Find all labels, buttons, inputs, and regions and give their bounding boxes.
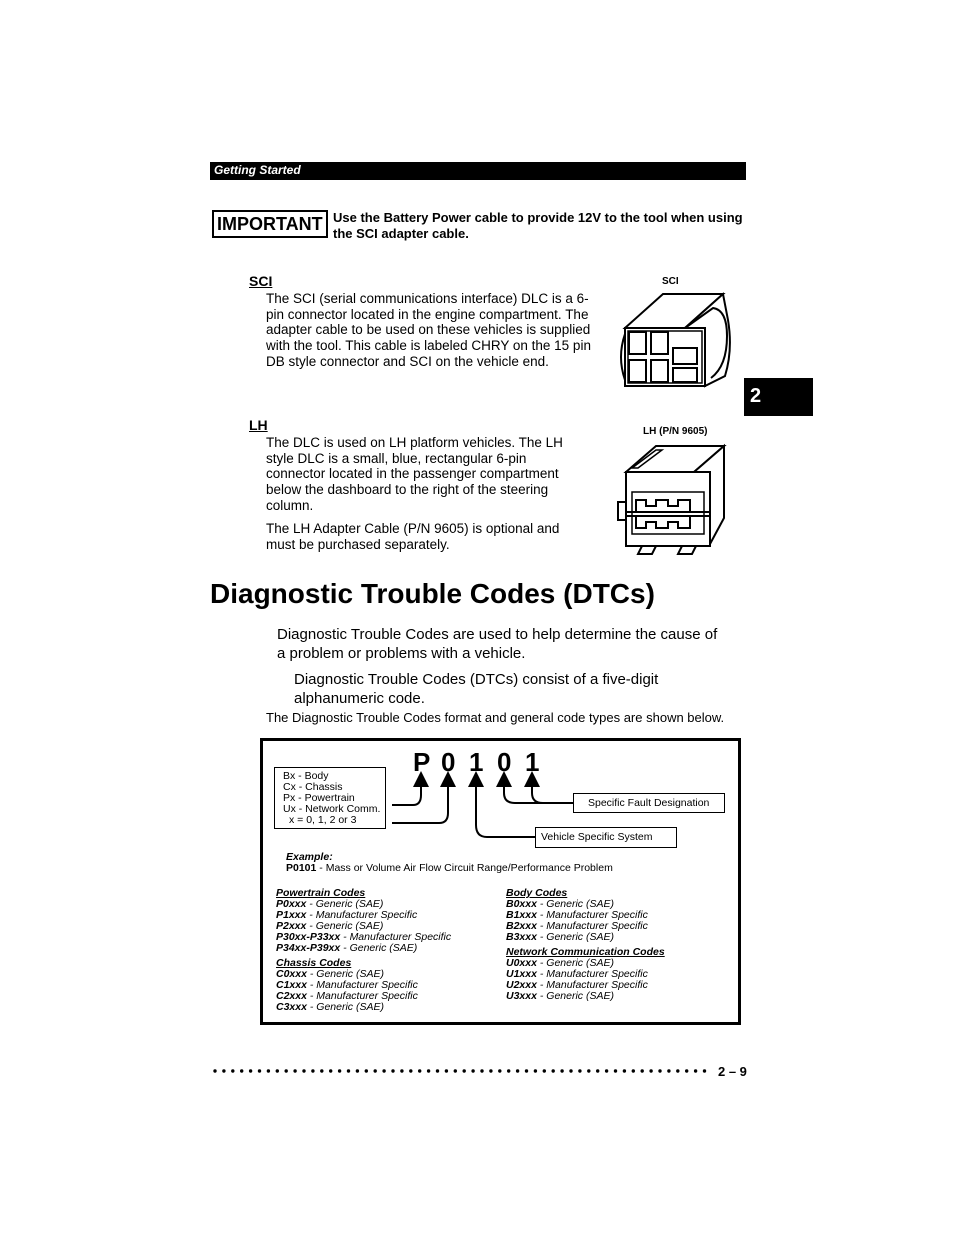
lh-connector-figure [612, 440, 730, 560]
code-row: B0xxx - Generic (SAE) [506, 898, 614, 910]
example-desc: - Mass or Volume Air Flow Circuit Range/Performance Problem [316, 862, 613, 874]
code-row: U0xxx - Generic (SAE) [506, 957, 614, 969]
code-char-3: 0 [497, 747, 512, 777]
code-row: P1xxx - Manufacturer Specific [276, 909, 418, 921]
important-label: IMPORTANT [212, 210, 328, 238]
example-label: Example: [286, 851, 333, 863]
codes-right-column [506, 888, 665, 1002]
code-char-p: P [413, 747, 431, 777]
dtc-format-figure [260, 738, 741, 1025]
code-row: B2xxx - Manufacturer Specific [506, 920, 648, 932]
chapter-tab [744, 378, 813, 416]
code-row: C0xxx - Generic (SAE) [276, 968, 384, 980]
dtc-intro-1: Diagnostic Trouble Codes are used to help determine the cause of a problem or problems with a vehicle. [277, 626, 718, 662]
section-title: Getting Started [214, 163, 301, 177]
system-type-box [274, 767, 386, 829]
chapter-number: 2 [750, 385, 762, 407]
vehicle-system-box: Vehicle Specific System [535, 827, 677, 848]
code-char-2: 1 [469, 747, 484, 777]
codes-left-column [276, 888, 451, 1013]
powertrain-title: Powertrain Codes [276, 887, 366, 899]
code-row: P0xxx - Generic (SAE) [276, 898, 384, 910]
network-codes-title: Network Communication Codes [506, 946, 665, 958]
lh-body-2: The LH Adapter Cable (P/N 9605) is optional and must be purchased separately. [266, 521, 560, 552]
sci-title: SCI [249, 273, 273, 289]
lh-title: LH [249, 417, 268, 433]
system-type-powertrain: Px - Powertrain [283, 792, 355, 804]
dtc-intro-2: Diagnostic Trouble Codes (DTCs) consist of a five-digit alphanumeric code. [294, 671, 659, 707]
chassis-title: Chassis Codes [276, 957, 352, 969]
code-row: P34xx-P39xx - Generic (SAE) [276, 942, 418, 954]
lh-figure-label: LH (P/N 9605) [643, 426, 708, 437]
sci-body: The SCI (serial communications interface) DLC is a 6-pin connector located in the engine compartment. The adapter cable to be used on these vehicles is supplied with the tool. This cable is labeled CHRY on the 15 pin DB style connector and SCI on the vehicle end. [266, 291, 591, 369]
code-row: P30xx-P33xx - Manufacturer Specific [276, 931, 452, 943]
code-row: U2xxx - Manufacturer Specific [506, 979, 648, 991]
section-header [210, 162, 746, 180]
example-code: P0101 [286, 862, 317, 874]
system-type-body: Bx - Body [283, 770, 329, 782]
code-row: B1xxx - Manufacturer Specific [506, 909, 648, 921]
code-row: U1xxx - Manufacturer Specific [506, 968, 648, 980]
footer-dot-leader [213, 1063, 708, 1079]
important-text: Use the Battery Power cable to provide 12V to the tool when using the SCI adapter cable. [333, 210, 743, 241]
code-row: C3xxx - Generic (SAE) [276, 1001, 384, 1013]
example-line [286, 863, 613, 874]
code-row: U3xxx - Generic (SAE) [506, 990, 614, 1002]
code-char-1: 0 [441, 747, 456, 777]
specific-fault-box: Specific Fault Designation [573, 793, 725, 813]
dtc-intro-3: The Diagnostic Trouble Codes format and general code types are shown below. [266, 710, 725, 725]
page-number: 2 – 9 [718, 1064, 747, 1079]
system-type-note: x = 0, 1, 2 or 3 [289, 814, 357, 826]
code-row: B3xxx - Generic (SAE) [506, 931, 614, 943]
sci-connector-figure [615, 290, 735, 394]
system-type-chassis: Cx - Chassis [283, 781, 343, 793]
system-type-network: Ux - Network Comm. [283, 803, 381, 815]
code-char-4: 1 [525, 747, 540, 777]
lh-body-1: The DLC is used on LH platform vehicles. The LH style DLC is a small, blue, rectangular 6-pin connector located in the passenger compartment below the dashboard to the right of the steering column. [266, 435, 563, 513]
page-title: Diagnostic Trouble Codes (DTCs) [210, 578, 655, 609]
code-row: P2xxx - Generic (SAE) [276, 920, 384, 932]
body-codes-title: Body Codes [506, 887, 568, 899]
code-row: C1xxx - Manufacturer Specific [276, 979, 418, 991]
sci-figure-label: SCI [662, 276, 679, 287]
code-row: C2xxx - Manufacturer Specific [276, 990, 418, 1002]
